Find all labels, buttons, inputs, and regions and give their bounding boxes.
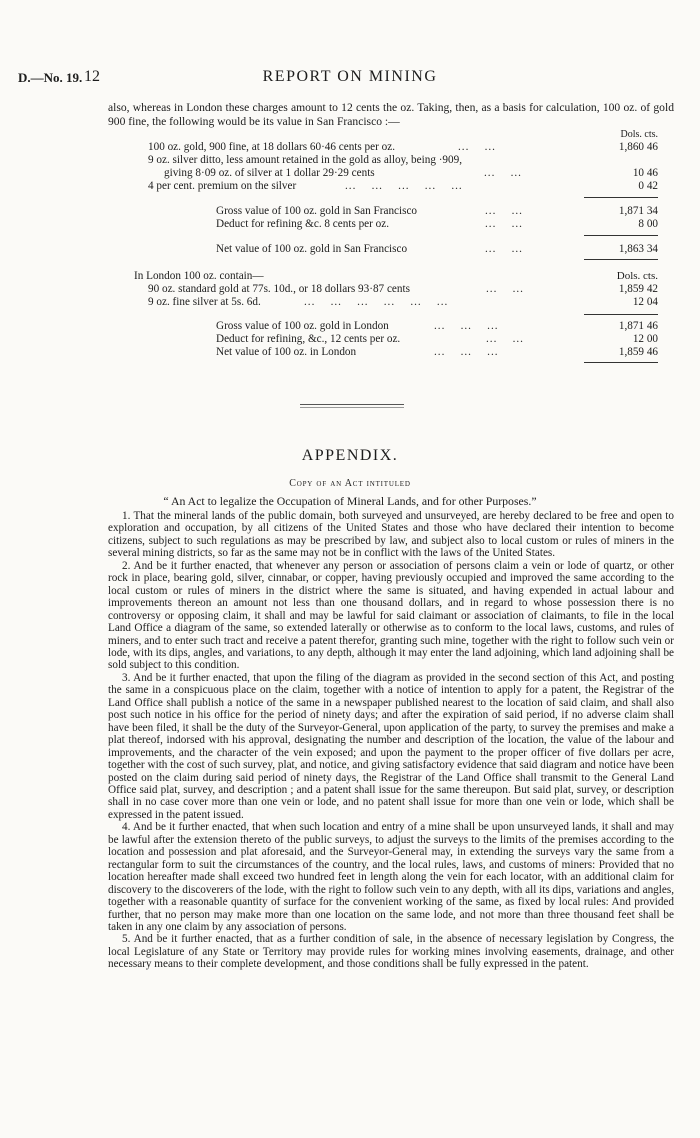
sf-row-amount: 1,863 34 xyxy=(618,243,658,255)
document-id: D.—No. 19. xyxy=(18,70,83,85)
london-row-text: Deduct for refining, &c., 12 cents per oz. xyxy=(216,333,401,345)
act-section-3: 3. And be it further enacted, that upon the filing of the diagram as provided in the second section of this Act, and posting the same in a conspicuous place on the claim, together with a notice of intention to apply for a patent, the Registrar of the Land Office shall publish a notice of the same in a newspaper published nearest to the location of said claim, and shall also post such notice in his office for the period of ninety days; and after the expiration of said period, if no adverse claim shall have been filed, it shall be the duty of the Surveyor-General, upon application of the party, to survey the premises and make a plat thereof, indorsed with his approval, designating the number and description of the location, the value of the labour and improvements, and the character of the vein exposed; and upon the payment to the proper officer of five dollars per acre, together with the cost of such survey, plat, and notice, and giving satisfactory evidence that said diagram and notice have been posted on the claim during said period of ninety days, the Registrar of the Land Office shall transmit to the General Land Office said plat, survey, and description ; and a patent shall issue for the same thereupon. But said plat, survey, or description shall in no case cover more than one vein or lode, and no patent shall issue for more than one vein or lode, which shall be expressed in the patent issued. xyxy=(108,671,674,821)
london-row-amount: 1,859 46 xyxy=(618,346,658,358)
intro-paragraph: also, whereas in London these charges amount to 12 cents the oz. Taking, then, as a basis for calculation, 100 oz. of gold 900 fine, the following would be its value in San Francisco :— xyxy=(108,101,674,128)
london-row-amount: 1,871 46 xyxy=(618,320,658,332)
sum-rule xyxy=(584,197,658,198)
sf-row-text: Deduct for refining &c. 8 cents per oz. xyxy=(216,218,390,230)
london-row-text: Net value of 100 oz. in London xyxy=(216,346,357,358)
currency-header-sf: Dols. cts. xyxy=(620,129,658,140)
london-row: Net value of 100 oz. in London ... ... ... 1,859 46 xyxy=(216,346,658,358)
sum-rule xyxy=(584,259,658,260)
sf-row: Deduct for refining &c. 8 cents per oz. ... ... 8 00 xyxy=(216,218,658,230)
sf-row-amount: 1,871 34 xyxy=(618,205,658,217)
sf-row: 100 oz. gold, 900 fine, at 18 dollars 60·46 cents per oz. ... ... 1,860 46 xyxy=(148,141,658,153)
sf-row: giving 8·09 oz. of silver at 1 dollar 29·29 cents ... ... 10 46 xyxy=(164,167,658,179)
london-intro xyxy=(0,270,700,283)
page-title: REPORT ON MINING xyxy=(262,68,438,85)
sum-rule xyxy=(584,235,658,236)
sf-row: Net value of 100 oz. gold in San Francisco ... ... 1,863 34 xyxy=(216,243,658,255)
sf-row xyxy=(0,154,700,167)
section-divider xyxy=(300,407,404,408)
sf-row-text: Net value of 100 oz. gold in San Francisco xyxy=(216,243,408,255)
running-header xyxy=(0,66,700,88)
sum-rule xyxy=(584,362,658,363)
london-row-amount: 1,859 42 xyxy=(618,283,658,295)
london-row-text: 90 oz. standard gold at 77s. 10d., or 18 dollars 93·87 cents xyxy=(148,283,410,295)
sf-row: Gross value of 100 oz. gold in San Francisco ... ... 1,871 34 xyxy=(216,205,658,217)
london-row-text: 9 oz. fine silver at 5s. 6d. xyxy=(148,296,261,308)
london-row-amount: 12 04 xyxy=(632,296,658,308)
sf-row-amount: 0 42 xyxy=(638,180,658,192)
london-row: 9 oz. fine silver at 5s. 6d. ... ... ... ... ... ... 12 04 xyxy=(148,296,658,308)
london-row: Deduct for refining, &c., 12 cents per oz. ... ... 12 00 xyxy=(216,333,658,345)
london-row-amount: 12 00 xyxy=(632,333,658,345)
london-row-text: Gross value of 100 oz. gold in London xyxy=(216,320,389,332)
copy-heading: Copy of an Act intituled xyxy=(289,478,411,489)
act-title: “ An Act to legalize the Occupation of Mineral Lands, and for other Purposes.” xyxy=(163,494,537,508)
london-row: Gross value of 100 oz. gold in London ... ... ... 1,871 46 xyxy=(216,320,658,332)
sf-row-text: 4 per cent. premium on the silver xyxy=(148,180,297,192)
sf-row-text: Gross value of 100 oz. gold in San Francisco xyxy=(216,205,418,217)
sf-row-amount: 10 46 xyxy=(632,167,658,179)
section-divider xyxy=(300,404,404,405)
act-section-4: 4. And be it further enacted, that when such location and entry of a mine shall be upon unsurveyed lands, it shall and may be lawful after the extension thereto of the public surveys, to adjust the surveys to the limits of the premises according to the location and possession and plat aforesaid, and the Surveyor-General may, in extending the surveys vary the same from a rectangular form to suit the circumstances of the country, and the local rules, laws, and customs of miners: Provided that no location hereafter made shall exceed two hundred feet in length along the vein for each locator, with an additional claim for discovery to the discoverers of the lode, with the right to follow such vein to any depth, with all its dips, variations and angles, together with a reasonable quantity of surface for the convenient working of the same, as fixed by local rules: And provided further, that no person may make more than one location on the same lode, and not more than three thousand feet shall be taken in any one claim by any association of persons. xyxy=(108,821,674,933)
act-section-2: 2. And be it further enacted, that whenever any person or association of persons claim a vein or lode of quartz, or other rock in place, bearing gold, silver, cinnabar, or copper, having previously occupied and improved the same according to the local custom or rules of miners in the district where the same is situated, and having expended in actual labour and improvements thereon an amount not less than one thousand dollars, and in regard to whose possession there is no controversy or opposing claim, it shall and may be lawful for said claimant or association of claimants, to file in the local Land Office a diagram of the same, so extended laterally or otherwise as to conform to the local laws, customs, and rules of miners, and to enter such tract and receive a patent therefor, granting such mine, together with the right to follow such vein or lode, with its dips, angles, and variations, to any depth, although it may enter the land adjoining, which land adjoining shall be sold subject to this condition. xyxy=(108,559,674,672)
sum-rule xyxy=(584,314,658,315)
act-body xyxy=(108,510,674,971)
london-intro-text: In London 100 oz. contain— xyxy=(134,270,264,282)
act-section-1: 1. That the mineral lands of the public domain, both surveyed and unsurveyed, are hereby declared to be free and open to exploration and occupation, by all citizens of the United States and those who have declared their intention to become citizens, subject to such regulations as may be prescribed by law, and subject also to local custom or rules of miners in the several mining districts, so far as the same may not be in conflict with the laws of the United States. xyxy=(108,510,674,560)
page-number: 12 xyxy=(84,68,100,85)
currency-header-london: Dols. cts. xyxy=(616,270,658,282)
london-row: 90 oz. standard gold at 77s. 10d., or 18 dollars 93·87 cents ... ... 1,859 42 xyxy=(148,283,658,295)
sf-row-amount: 1,860 46 xyxy=(618,141,658,153)
sf-row-text: 100 oz. gold, 900 fine, at 18 dollars 60·46 cents per oz. xyxy=(148,141,395,153)
appendix-heading: APPENDIX. xyxy=(301,447,399,464)
sf-row: 4 per cent. premium on the silver ... ... ... ... ... 0 42 xyxy=(148,180,658,192)
act-section-5: 5. And be it further enacted, that as a further condition of sale, in the absence of necessary legislation by Congress, the local Legislature of any State or Territory may provide rules for working mines involving easements, drainage, and other necessary means to their complete development, and those conditions shall be fully expressed in the patent. xyxy=(108,933,674,971)
sf-row-text: 9 oz. silver ditto, less amount retained in the gold as alloy, being ·909, xyxy=(148,154,463,166)
sf-row-amount: 8 00 xyxy=(638,218,658,230)
sf-row-text: giving 8·09 oz. of silver at 1 dollar 29·29 cents xyxy=(164,167,375,179)
